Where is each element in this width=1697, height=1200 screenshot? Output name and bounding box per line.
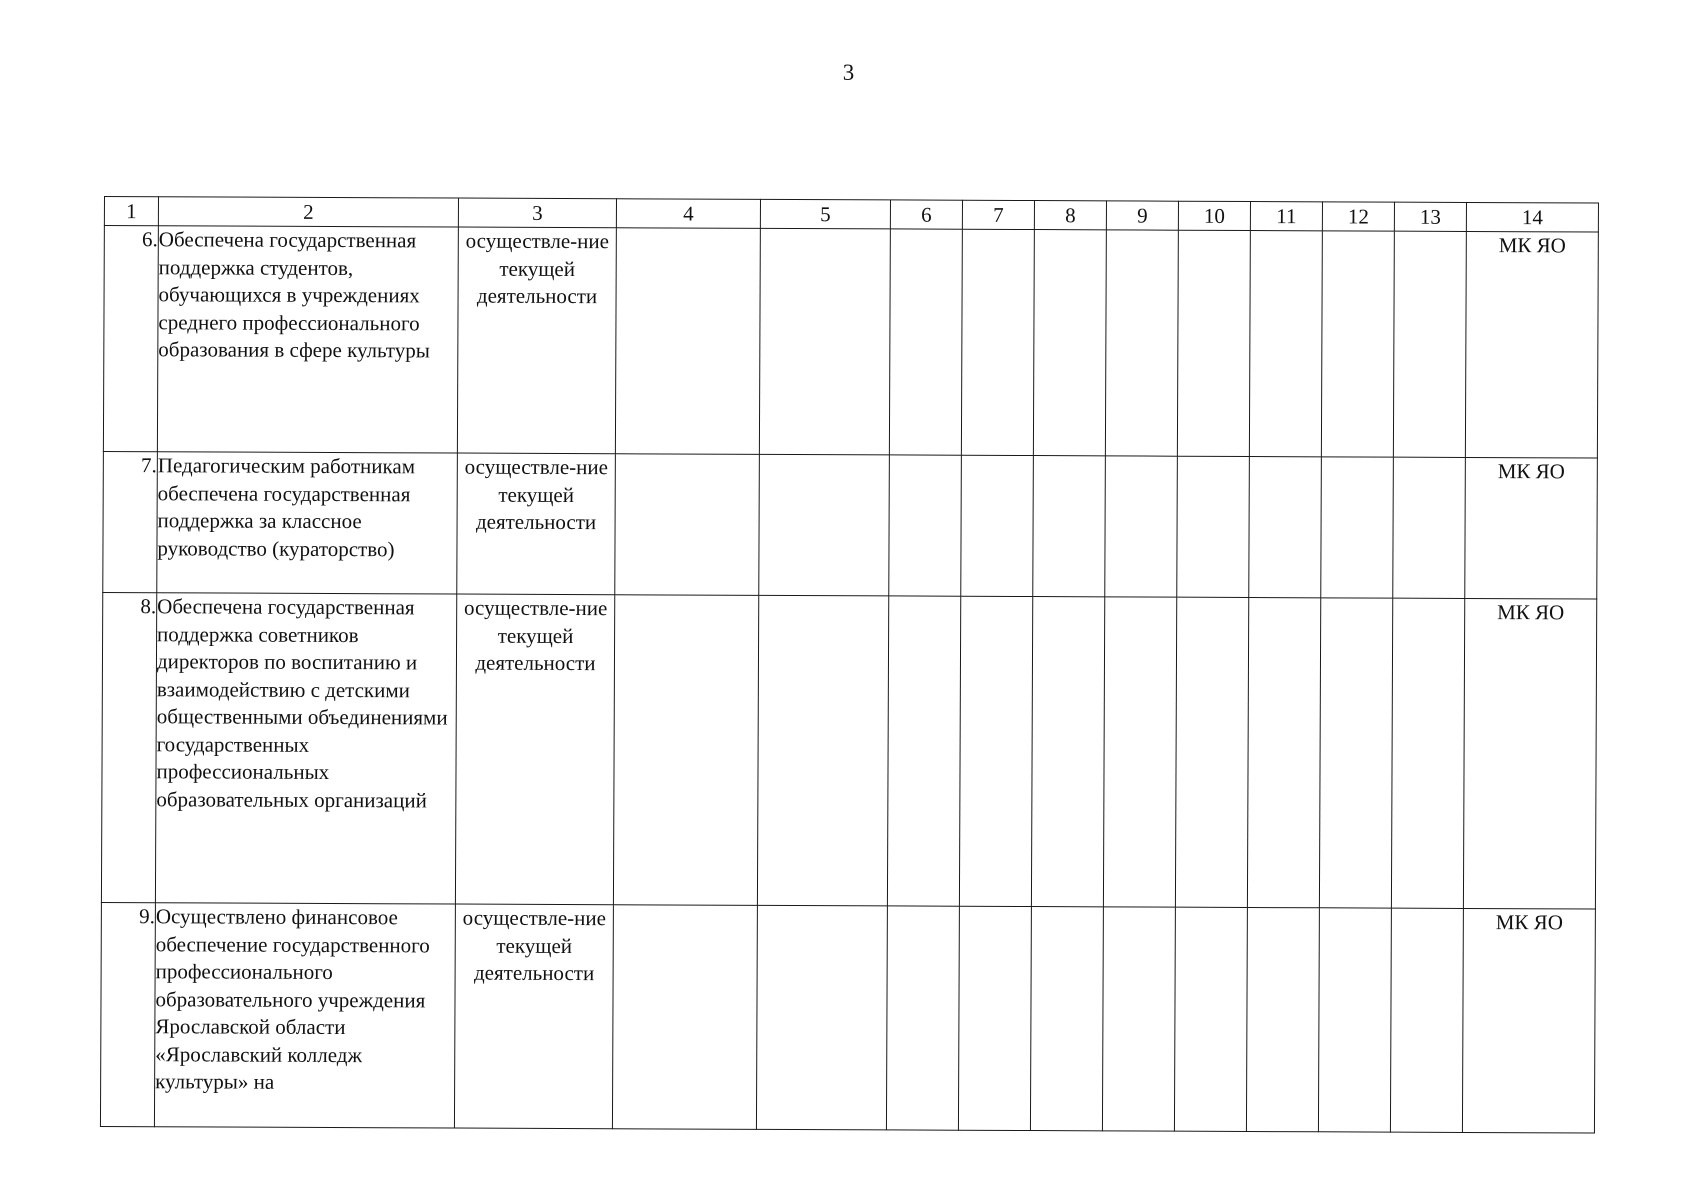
empty-cell (1175, 597, 1248, 907)
row-number: 9. (100, 902, 155, 1126)
empty-cell (1319, 598, 1392, 908)
row-number: 6. (103, 226, 158, 452)
empty-cell (1318, 908, 1391, 1132)
column-header: 8 (1034, 201, 1106, 230)
column-header: 11 (1250, 202, 1322, 231)
table-row (103, 226, 1598, 459)
empty-cell (1033, 456, 1106, 597)
empty-cell (1105, 456, 1178, 597)
empty-cell (1391, 598, 1464, 908)
empty-cell (958, 906, 1031, 1130)
empty-cell (1321, 457, 1394, 598)
empty-cell (1031, 597, 1104, 907)
column-header: 12 (1322, 202, 1394, 231)
empty-cell (889, 455, 962, 596)
row-type: осуществле-ние текущей деятельности (457, 227, 616, 454)
empty-cell (1393, 231, 1466, 457)
table-row (101, 592, 1596, 909)
empty-cell (1102, 907, 1175, 1131)
row-executor: МК ЯО (1465, 457, 1598, 599)
empty-cell (1247, 597, 1320, 907)
empty-cell (1249, 457, 1322, 598)
empty-cell (1390, 908, 1463, 1132)
empty-cell (886, 906, 959, 1130)
column-header: 10 (1178, 201, 1250, 230)
empty-cell (759, 454, 890, 596)
empty-cell (961, 455, 1034, 596)
empty-cell (959, 596, 1032, 906)
row-name: Обеспечена государственная поддержка студентов, обучающихся в учреждениях среднего профессионального образования в сфере культуры (157, 226, 458, 453)
row-name: Педагогическим работникам обеспечена государственная поддержка за классное руководство (кураторство) (157, 452, 458, 594)
empty-cell (961, 229, 1034, 455)
page-number: 3 (842, 60, 855, 85)
column-header: 9 (1106, 201, 1178, 230)
empty-cell (1246, 907, 1319, 1131)
row-executor: МК ЯО (1463, 598, 1596, 909)
empty-cell (612, 905, 757, 1130)
row-type: осуществле-ние текущей деятельности (455, 594, 614, 905)
empty-cell (1103, 597, 1176, 907)
column-header: 6 (890, 200, 962, 229)
empty-cell (759, 228, 890, 455)
column-header: 2 (158, 197, 458, 227)
column-header: 14 (1466, 202, 1598, 232)
row-name: Осуществлено финансовое обеспечение государственного профессионального образовательного учреждения Ярославской области «Ярославский колледж культуры» на (154, 903, 455, 1128)
row-number: 8. (101, 592, 156, 902)
empty-cell (1321, 231, 1394, 457)
column-header: 13 (1394, 202, 1466, 231)
column-header: 4 (616, 199, 760, 229)
empty-cell (1249, 231, 1322, 457)
empty-cell (613, 595, 758, 906)
empty-cell (757, 595, 888, 906)
empty-cell (889, 229, 962, 455)
row-number: 7. (103, 451, 158, 592)
table-row (103, 451, 1598, 599)
column-header: 3 (458, 198, 616, 228)
table-row (100, 902, 1595, 1133)
empty-cell (1033, 230, 1106, 456)
empty-cell (1030, 907, 1103, 1131)
row-type: осуществле-ние текущей деятельности (454, 904, 613, 1129)
empty-cell (1174, 907, 1247, 1131)
column-header: 1 (104, 197, 158, 226)
row-name: Обеспечена государственная поддержка советников директоров по воспитанию и взаимодействию с детскими общественными объединениями государственных профессиональных образовательных организаций (155, 593, 456, 904)
empty-cell (615, 454, 760, 596)
empty-cell (1105, 230, 1178, 456)
column-header: 7 (962, 200, 1034, 229)
empty-cell (615, 228, 760, 455)
empty-cell (1177, 456, 1250, 597)
column-header: 5 (760, 199, 890, 229)
row-executor: МК ЯО (1465, 231, 1598, 458)
empty-cell (1393, 457, 1466, 598)
empty-cell (887, 596, 960, 906)
row-executor: МК ЯО (1462, 908, 1595, 1133)
plan-table (100, 196, 1599, 1134)
empty-cell (1177, 230, 1250, 456)
empty-cell (756, 905, 887, 1130)
row-type: осуществле-ние текущей деятельности (457, 453, 616, 595)
